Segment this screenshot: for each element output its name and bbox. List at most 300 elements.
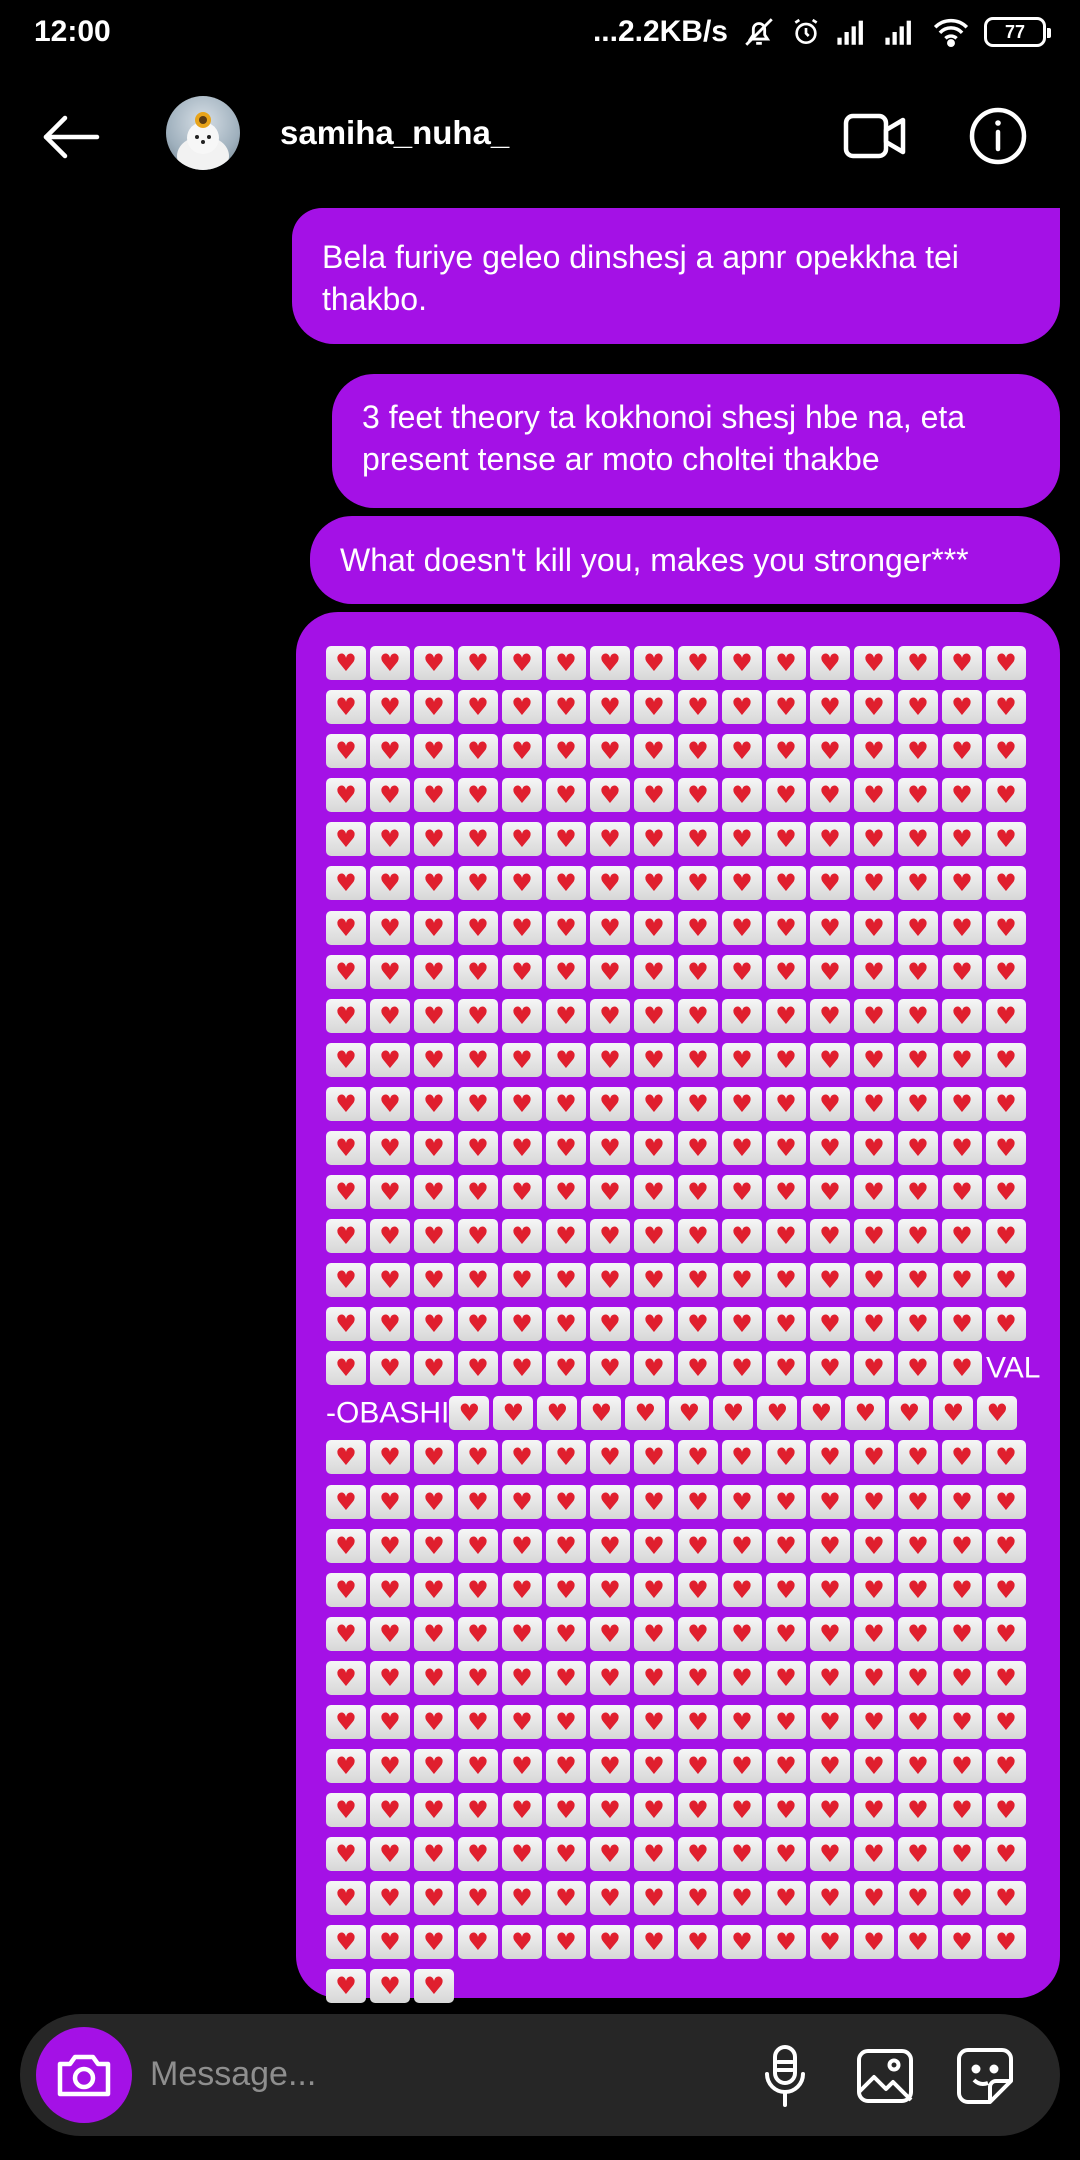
love-letter-emoji xyxy=(458,1749,498,1783)
love-letter-emoji xyxy=(326,1219,366,1253)
love-letter-emoji xyxy=(942,690,982,724)
love-letter-emoji xyxy=(590,1351,630,1385)
love-letter-emoji xyxy=(326,1617,366,1651)
love-letter-emoji xyxy=(898,1351,938,1385)
love-letter-emoji xyxy=(634,1219,674,1253)
love-letter-emoji xyxy=(810,822,850,856)
love-letter-emoji xyxy=(634,1749,674,1783)
love-letter-emoji xyxy=(458,1661,498,1695)
love-letter-emoji xyxy=(502,1131,542,1165)
love-letter-emoji xyxy=(546,1705,586,1739)
love-letter-emoji xyxy=(590,1837,630,1871)
love-letter-emoji xyxy=(326,1573,366,1607)
love-letter-emoji xyxy=(546,1529,586,1563)
love-letter-emoji xyxy=(977,1396,1017,1430)
message-list[interactable] xyxy=(0,208,1080,2008)
love-letter-emoji xyxy=(414,822,454,856)
love-letter-emoji xyxy=(898,1749,938,1783)
message-text: Bela furiye geleo dinshesj a apnr opekkha tei thakbo. xyxy=(322,239,959,317)
love-letter-emoji xyxy=(942,955,982,989)
love-letter-emoji xyxy=(766,1837,806,1871)
love-letter-emoji xyxy=(678,1705,718,1739)
status-bar xyxy=(0,0,1080,64)
love-letter-emoji xyxy=(414,1573,454,1607)
love-letter-emoji xyxy=(502,1307,542,1341)
love-letter-emoji xyxy=(810,778,850,812)
love-letter-emoji xyxy=(502,1749,542,1783)
love-letter-emoji xyxy=(414,690,454,724)
love-letter-emoji xyxy=(370,1529,410,1563)
love-letter-emoji xyxy=(942,1749,982,1783)
microphone-icon xyxy=(762,2044,808,2108)
love-letter-emoji xyxy=(634,734,674,768)
bell-off-icon xyxy=(742,15,776,49)
camera-button[interactable] xyxy=(36,2027,132,2123)
love-letter-emoji xyxy=(458,1175,498,1209)
love-letter-emoji xyxy=(502,1087,542,1121)
love-letter-emoji xyxy=(942,1131,982,1165)
love-letter-emoji xyxy=(854,911,894,945)
love-letter-emoji xyxy=(810,690,850,724)
message-text: What doesn't kill you, makes you stronger*** xyxy=(340,542,969,578)
love-letter-emoji xyxy=(678,1131,718,1165)
love-letter-emoji xyxy=(810,1573,850,1607)
love-letter-emoji xyxy=(766,1440,806,1474)
avatar[interactable] xyxy=(166,96,240,170)
love-letter-emoji xyxy=(810,1263,850,1297)
love-letter-emoji xyxy=(854,1219,894,1253)
love-letter-emoji xyxy=(713,1396,753,1430)
love-letter-emoji xyxy=(502,1705,542,1739)
love-letter-emoji xyxy=(634,1485,674,1519)
love-letter-emoji xyxy=(326,1131,366,1165)
love-letter-emoji xyxy=(854,1793,894,1827)
love-letter-emoji xyxy=(634,911,674,945)
love-letter-emoji xyxy=(722,866,762,900)
love-letter-emoji xyxy=(942,1087,982,1121)
love-letter-emoji xyxy=(678,646,718,680)
love-letter-emoji xyxy=(502,1881,542,1915)
love-letter-emoji xyxy=(854,778,894,812)
love-letter-emoji xyxy=(942,1043,982,1077)
love-letter-emoji xyxy=(898,1881,938,1915)
love-letter-emoji xyxy=(326,1440,366,1474)
love-letter-emoji xyxy=(854,1087,894,1121)
love-letter-emoji xyxy=(986,1793,1026,1827)
love-letter-emoji xyxy=(898,734,938,768)
love-letter-emoji xyxy=(766,778,806,812)
love-letter-emoji xyxy=(326,1969,366,2003)
love-letter-emoji xyxy=(326,822,366,856)
love-letter-emoji xyxy=(678,1307,718,1341)
love-letter-emoji xyxy=(801,1396,841,1430)
wifi-icon xyxy=(932,16,970,48)
love-letter-emoji xyxy=(766,1307,806,1341)
love-letter-emoji xyxy=(898,1131,938,1165)
love-letter-emoji xyxy=(590,1043,630,1077)
love-letter-emoji xyxy=(678,911,718,945)
love-letter-emoji xyxy=(370,911,410,945)
love-letter-emoji xyxy=(722,1440,762,1474)
love-letter-emoji xyxy=(502,1529,542,1563)
love-letter-emoji xyxy=(986,1043,1026,1077)
alarm-icon xyxy=(790,16,822,48)
love-letter-emoji xyxy=(722,1043,762,1077)
love-letter-emoji xyxy=(546,1043,586,1077)
love-letter-emoji xyxy=(326,1263,366,1297)
love-letter-emoji xyxy=(986,1219,1026,1253)
love-letter-emoji xyxy=(986,646,1026,680)
love-letter-emoji xyxy=(678,1529,718,1563)
love-letter-emoji xyxy=(370,1307,410,1341)
love-letter-emoji xyxy=(986,911,1026,945)
love-letter-emoji xyxy=(722,1087,762,1121)
love-letter-emoji xyxy=(942,778,982,812)
love-letter-emoji xyxy=(546,1219,586,1253)
love-letter-emoji xyxy=(590,1881,630,1915)
love-letter-emoji xyxy=(810,1307,850,1341)
battery-icon: 77 xyxy=(984,17,1046,47)
love-letter-emoji xyxy=(810,1219,850,1253)
love-letter-emoji xyxy=(590,1793,630,1827)
love-letter-emoji xyxy=(678,1087,718,1121)
love-letter-emoji xyxy=(678,734,718,768)
love-letter-emoji xyxy=(678,1573,718,1607)
love-letter-emoji xyxy=(370,866,410,900)
love-letter-emoji xyxy=(722,1881,762,1915)
love-letter-emoji xyxy=(326,955,366,989)
love-letter-emoji xyxy=(449,1396,489,1430)
love-letter-emoji xyxy=(986,1131,1026,1165)
love-letter-emoji xyxy=(458,1307,498,1341)
love-letter-emoji xyxy=(854,1925,894,1959)
love-letter-emoji xyxy=(766,1881,806,1915)
message-bubble[interactable] xyxy=(310,516,1060,604)
love-letter-emoji xyxy=(590,866,630,900)
love-letter-emoji xyxy=(326,866,366,900)
love-letter-emoji xyxy=(810,1793,850,1827)
back-button[interactable] xyxy=(38,104,104,170)
love-letter-emoji xyxy=(537,1396,577,1430)
love-letter-emoji xyxy=(766,911,806,945)
love-letter-emoji xyxy=(898,1043,938,1077)
love-letter-emoji xyxy=(810,1881,850,1915)
love-letter-emoji xyxy=(414,866,454,900)
love-letter-emoji xyxy=(722,1219,762,1253)
love-letter-emoji xyxy=(678,778,718,812)
love-letter-emoji xyxy=(854,1043,894,1077)
love-letter-emoji xyxy=(546,1351,586,1385)
love-letter-emoji xyxy=(414,1881,454,1915)
love-letter-emoji xyxy=(414,1263,454,1297)
love-letter-emoji xyxy=(590,1263,630,1297)
love-letter-emoji xyxy=(414,1837,454,1871)
love-letter-emoji xyxy=(898,778,938,812)
love-letter-emoji xyxy=(722,1749,762,1783)
love-letter-emoji xyxy=(326,1485,366,1519)
love-letter-emoji xyxy=(634,1617,674,1651)
love-letter-emoji xyxy=(898,822,938,856)
love-letter-emoji xyxy=(370,1749,410,1783)
love-letter-emoji xyxy=(458,1837,498,1871)
love-letter-emoji xyxy=(722,999,762,1033)
love-letter-emoji xyxy=(942,1661,982,1695)
love-letter-emoji xyxy=(414,1705,454,1739)
love-letter-emoji xyxy=(766,1219,806,1253)
love-letter-emoji xyxy=(458,1043,498,1077)
love-letter-emoji xyxy=(898,911,938,945)
video-call-button[interactable] xyxy=(842,106,908,166)
love-letter-emoji xyxy=(414,1793,454,1827)
love-letter-emoji xyxy=(458,911,498,945)
love-letter-emoji xyxy=(810,999,850,1033)
love-letter-emoji xyxy=(458,1881,498,1915)
emoji-message xyxy=(326,640,1042,2007)
love-letter-emoji xyxy=(722,1705,762,1739)
love-letter-emoji xyxy=(722,1263,762,1297)
love-letter-emoji xyxy=(458,1925,498,1959)
love-letter-emoji xyxy=(986,1175,1026,1209)
love-letter-emoji xyxy=(986,1705,1026,1739)
love-letter-emoji xyxy=(898,1705,938,1739)
love-letter-emoji xyxy=(678,1925,718,1959)
love-letter-emoji xyxy=(766,1617,806,1651)
love-letter-emoji xyxy=(766,1793,806,1827)
love-letter-emoji xyxy=(942,999,982,1033)
back-arrow-icon xyxy=(41,115,101,159)
love-letter-emoji xyxy=(986,1837,1026,1871)
love-letter-emoji xyxy=(634,1351,674,1385)
love-letter-emoji xyxy=(493,1396,533,1430)
love-letter-emoji xyxy=(898,646,938,680)
love-letter-emoji xyxy=(678,1793,718,1827)
love-letter-emoji xyxy=(942,1793,982,1827)
love-letter-emoji xyxy=(942,1175,982,1209)
love-letter-emoji xyxy=(810,734,850,768)
love-letter-emoji xyxy=(590,1529,630,1563)
love-letter-emoji xyxy=(722,1617,762,1651)
love-letter-emoji xyxy=(458,1219,498,1253)
love-letter-emoji xyxy=(634,866,674,900)
love-letter-emoji xyxy=(898,1793,938,1827)
love-letter-emoji xyxy=(722,1661,762,1695)
love-letter-emoji xyxy=(942,1617,982,1651)
love-letter-emoji xyxy=(414,1969,454,2003)
love-letter-emoji xyxy=(414,1529,454,1563)
love-letter-emoji xyxy=(722,1837,762,1871)
love-letter-emoji xyxy=(854,1705,894,1739)
love-letter-emoji xyxy=(942,1925,982,1959)
message-bubble[interactable] xyxy=(332,374,1060,508)
love-letter-emoji xyxy=(854,1573,894,1607)
love-letter-emoji xyxy=(678,822,718,856)
love-letter-emoji xyxy=(634,1881,674,1915)
love-letter-emoji xyxy=(458,1131,498,1165)
love-letter-emoji xyxy=(766,690,806,724)
love-letter-emoji xyxy=(546,646,586,680)
info-icon xyxy=(969,107,1027,165)
love-letter-emoji xyxy=(678,1175,718,1209)
love-letter-emoji xyxy=(678,866,718,900)
love-letter-emoji xyxy=(326,1705,366,1739)
love-letter-emoji xyxy=(546,822,586,856)
love-letter-emoji xyxy=(986,1617,1026,1651)
love-letter-emoji xyxy=(546,1617,586,1651)
love-letter-emoji xyxy=(942,1307,982,1341)
network-speed: ...2.2KB/s xyxy=(592,15,728,48)
love-letter-emoji xyxy=(370,1440,410,1474)
love-letter-emoji xyxy=(942,1529,982,1563)
love-letter-emoji xyxy=(810,1661,850,1695)
love-letter-emoji xyxy=(458,1440,498,1474)
love-letter-emoji xyxy=(546,1307,586,1341)
love-letter-emoji xyxy=(854,1837,894,1871)
love-letter-emoji xyxy=(986,1485,1026,1519)
message-text: 3 feet theory ta kokhonoi shesj hbe na, eta present tense ar moto choltei thakbe xyxy=(362,399,966,477)
love-letter-emoji xyxy=(766,1705,806,1739)
microphone-button[interactable] xyxy=(750,2038,820,2114)
love-letter-emoji xyxy=(678,1661,718,1695)
love-letter-emoji xyxy=(722,690,762,724)
love-letter-emoji xyxy=(898,1440,938,1474)
love-letter-emoji xyxy=(502,1617,542,1651)
love-letter-emoji xyxy=(458,955,498,989)
love-letter-emoji xyxy=(766,1351,806,1385)
message-text: VAL-OBASHI xyxy=(326,1351,1041,1430)
love-letter-emoji xyxy=(326,1043,366,1077)
love-letter-emoji xyxy=(370,778,410,812)
love-letter-emoji xyxy=(942,1351,982,1385)
status-icons xyxy=(593,15,1046,49)
video-call-icon xyxy=(843,111,907,161)
love-letter-emoji xyxy=(634,999,674,1033)
love-letter-emoji xyxy=(810,866,850,900)
love-letter-emoji xyxy=(414,734,454,768)
love-letter-emoji xyxy=(370,1087,410,1121)
love-letter-emoji xyxy=(766,1573,806,1607)
love-letter-emoji xyxy=(546,1749,586,1783)
love-letter-emoji xyxy=(986,778,1026,812)
love-letter-emoji xyxy=(810,1925,850,1959)
love-letter-emoji xyxy=(546,1793,586,1827)
love-letter-emoji xyxy=(590,1440,630,1474)
chat-username[interactable]: samiha_nuha_ xyxy=(280,114,510,151)
love-letter-emoji xyxy=(414,778,454,812)
love-letter-emoji xyxy=(414,1440,454,1474)
love-letter-emoji xyxy=(590,1705,630,1739)
love-letter-emoji xyxy=(986,1749,1026,1783)
love-letter-emoji xyxy=(757,1396,797,1430)
message-input[interactable] xyxy=(150,2044,710,2104)
love-letter-emoji xyxy=(942,646,982,680)
message-bubble[interactable] xyxy=(292,208,1060,344)
love-letter-emoji xyxy=(766,1485,806,1519)
love-letter-emoji xyxy=(942,1440,982,1474)
love-letter-emoji xyxy=(986,1573,1026,1607)
love-letter-emoji xyxy=(986,1263,1026,1297)
love-letter-emoji xyxy=(326,1351,366,1385)
love-letter-emoji xyxy=(942,1837,982,1871)
love-letter-emoji xyxy=(414,1043,454,1077)
love-letter-emoji xyxy=(625,1396,665,1430)
love-letter-emoji xyxy=(502,822,542,856)
love-letter-emoji xyxy=(370,1837,410,1871)
message-bubble[interactable] xyxy=(296,612,1060,1998)
love-letter-emoji xyxy=(854,866,894,900)
love-letter-emoji xyxy=(590,1617,630,1651)
love-letter-emoji xyxy=(370,734,410,768)
love-letter-emoji xyxy=(766,822,806,856)
love-letter-emoji xyxy=(634,1087,674,1121)
love-letter-emoji xyxy=(546,778,586,812)
love-letter-emoji xyxy=(502,1573,542,1607)
love-letter-emoji xyxy=(854,999,894,1033)
love-letter-emoji xyxy=(986,866,1026,900)
love-letter-emoji xyxy=(414,1175,454,1209)
gallery-button[interactable] xyxy=(850,2038,920,2114)
love-letter-emoji xyxy=(414,1749,454,1783)
love-letter-emoji xyxy=(678,1617,718,1651)
love-letter-emoji xyxy=(326,1749,366,1783)
love-letter-emoji xyxy=(590,1485,630,1519)
love-letter-emoji xyxy=(854,822,894,856)
love-letter-emoji xyxy=(678,690,718,724)
love-letter-emoji xyxy=(986,1440,1026,1474)
love-letter-emoji xyxy=(458,1573,498,1607)
love-letter-emoji xyxy=(502,1043,542,1077)
love-letter-emoji xyxy=(854,1661,894,1695)
love-letter-emoji xyxy=(370,1617,410,1651)
love-letter-emoji xyxy=(590,822,630,856)
love-letter-emoji xyxy=(546,1925,586,1959)
love-letter-emoji xyxy=(942,911,982,945)
love-letter-emoji xyxy=(810,1837,850,1871)
love-letter-emoji xyxy=(546,1837,586,1871)
love-letter-emoji xyxy=(810,1617,850,1651)
love-letter-emoji xyxy=(546,1087,586,1121)
love-letter-emoji xyxy=(414,955,454,989)
love-letter-emoji xyxy=(634,1925,674,1959)
love-letter-emoji xyxy=(810,1705,850,1739)
love-letter-emoji xyxy=(502,1837,542,1871)
love-letter-emoji xyxy=(678,1749,718,1783)
signal-icon xyxy=(884,17,918,47)
love-letter-emoji xyxy=(986,1925,1026,1959)
love-letter-emoji xyxy=(678,1043,718,1077)
love-letter-emoji xyxy=(942,1219,982,1253)
love-letter-emoji xyxy=(634,646,674,680)
love-letter-emoji xyxy=(502,1793,542,1827)
love-letter-emoji xyxy=(590,1307,630,1341)
love-letter-emoji xyxy=(370,1485,410,1519)
love-letter-emoji xyxy=(326,999,366,1033)
love-letter-emoji xyxy=(458,822,498,856)
love-letter-emoji xyxy=(326,646,366,680)
love-letter-emoji xyxy=(590,1661,630,1695)
love-letter-emoji xyxy=(370,1925,410,1959)
love-letter-emoji xyxy=(502,1440,542,1474)
info-button[interactable] xyxy=(966,104,1030,168)
signal-icon xyxy=(836,17,870,47)
sticker-button[interactable] xyxy=(950,2038,1020,2114)
love-letter-emoji xyxy=(810,1440,850,1474)
love-letter-emoji xyxy=(678,1351,718,1385)
love-letter-emoji xyxy=(722,1485,762,1519)
love-letter-emoji xyxy=(502,778,542,812)
love-letter-emoji xyxy=(370,1705,410,1739)
love-letter-emoji xyxy=(590,955,630,989)
love-letter-emoji xyxy=(854,1131,894,1165)
